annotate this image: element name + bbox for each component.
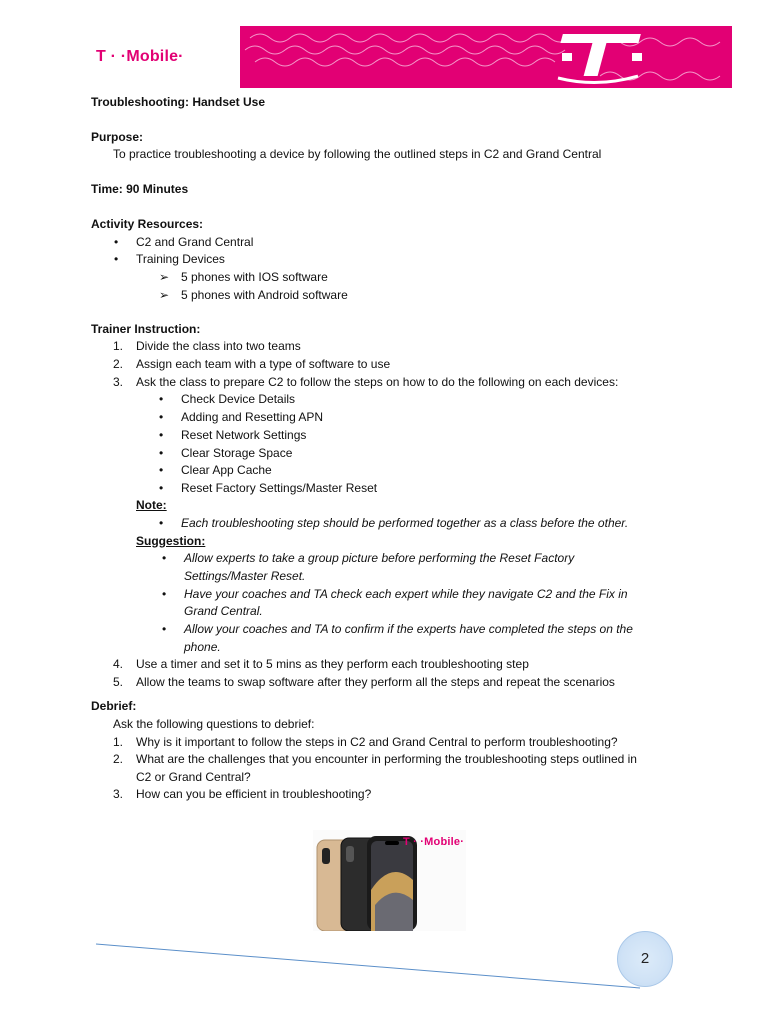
purpose-heading: Purpose: — [91, 130, 144, 144]
note-heading: Note: — [136, 498, 167, 512]
task-item: Clear Storage Space — [181, 446, 293, 460]
suggestion-line: Settings/Master Reset. — [184, 569, 306, 583]
list-number: 1. — [113, 735, 124, 749]
bullet-icon: • — [114, 252, 119, 266]
bullet-icon: • — [159, 481, 164, 495]
phones-tmobile-logo: T · ·Mobile· — [403, 836, 465, 848]
tmobile-logo: T · ·Mobile· — [96, 48, 184, 65]
bullet-icon: • — [159, 428, 164, 442]
debrief-question: C2 or Grand Central? — [136, 770, 251, 784]
suggestion-line: Allow your coaches and TA to confirm if the experts have completed the steps on the — [184, 622, 633, 636]
device-item: 5 phones with Android software — [181, 288, 348, 302]
debrief-question: How can you be efficient in troubleshooting? — [136, 787, 372, 801]
resource-item: C2 and Grand Central — [136, 235, 254, 249]
bullet-icon: • — [162, 551, 167, 565]
debrief-question: Why is it important to follow the steps in C2 and Grand Central to perform troubleshooting? — [136, 735, 618, 749]
trainer-step: Ask the class to prepare C2 to follow the steps on how to do the following on each devices: — [136, 375, 619, 389]
bullet-icon: • — [162, 622, 167, 636]
time-text: Time: 90 Minutes — [91, 182, 189, 196]
list-number: 2. — [113, 752, 124, 766]
debrief-intro: Ask the following questions to debrief: — [113, 717, 315, 731]
trainer-heading: Trainer Instruction: — [91, 322, 201, 336]
list-number: 3. — [113, 787, 124, 801]
trainer-step: Divide the class into two teams — [136, 339, 301, 353]
note-text: Each troubleshooting step should be performed together as a class before the other. — [181, 516, 629, 530]
trainer-step: Use a timer and set it to 5 mins as they perform each troubleshooting step — [136, 657, 529, 671]
list-number: 3. — [113, 375, 124, 389]
task-item: Check Device Details — [181, 392, 296, 406]
list-number: 2. — [113, 357, 124, 371]
bullet-icon: • — [114, 235, 119, 249]
debrief-heading: Debrief: — [91, 699, 137, 713]
task-item: Reset Factory Settings/Master Reset — [181, 481, 378, 495]
bullet-icon: • — [159, 463, 164, 477]
doc-title: Troubleshooting: Handset Use — [91, 95, 266, 109]
bullet-icon: • — [159, 516, 164, 530]
suggestion-line: phone. — [184, 640, 221, 654]
bullet-icon: • — [159, 410, 164, 424]
list-number: 5. — [113, 675, 124, 689]
task-item: Reset Network Settings — [181, 428, 307, 442]
suggestion-line: Have your coaches and TA check each expert while they navigate C2 and the Fix in — [184, 587, 628, 601]
suggestion-line: Grand Central. — [184, 604, 263, 618]
arrow-bullet-icon: ➢ — [159, 270, 170, 284]
task-item: Clear App Cache — [181, 463, 272, 477]
device-item: 5 phones with IOS software — [181, 270, 328, 284]
debrief-question: What are the challenges that you encounter in performing the troubleshooting steps outlined in — [136, 752, 637, 766]
arrow-bullet-icon: ➢ — [159, 288, 170, 302]
bullet-icon: • — [162, 587, 167, 601]
bullet-icon: • — [159, 446, 164, 460]
suggestion-heading: Suggestion: — [136, 534, 206, 548]
resources-heading: Activity Resources: — [91, 217, 204, 231]
purpose-text: To practice troubleshooting a device by following the outlined steps in C2 and Grand Central — [113, 147, 602, 161]
list-number: 1. — [113, 339, 124, 353]
trainer-step: Allow the teams to swap software after they perform all the steps and repeat the scenarios — [136, 675, 615, 689]
bullet-icon: • — [159, 392, 164, 406]
resource-item: Training Devices — [136, 252, 225, 266]
task-item: Adding and Resetting APN — [181, 410, 324, 424]
list-number: 4. — [113, 657, 124, 671]
page-number: 2 — [640, 950, 650, 967]
trainer-step: Assign each team with a type of software to use — [136, 357, 391, 371]
suggestion-line: Allow experts to take a group picture before performing the Reset Factory — [184, 551, 575, 565]
